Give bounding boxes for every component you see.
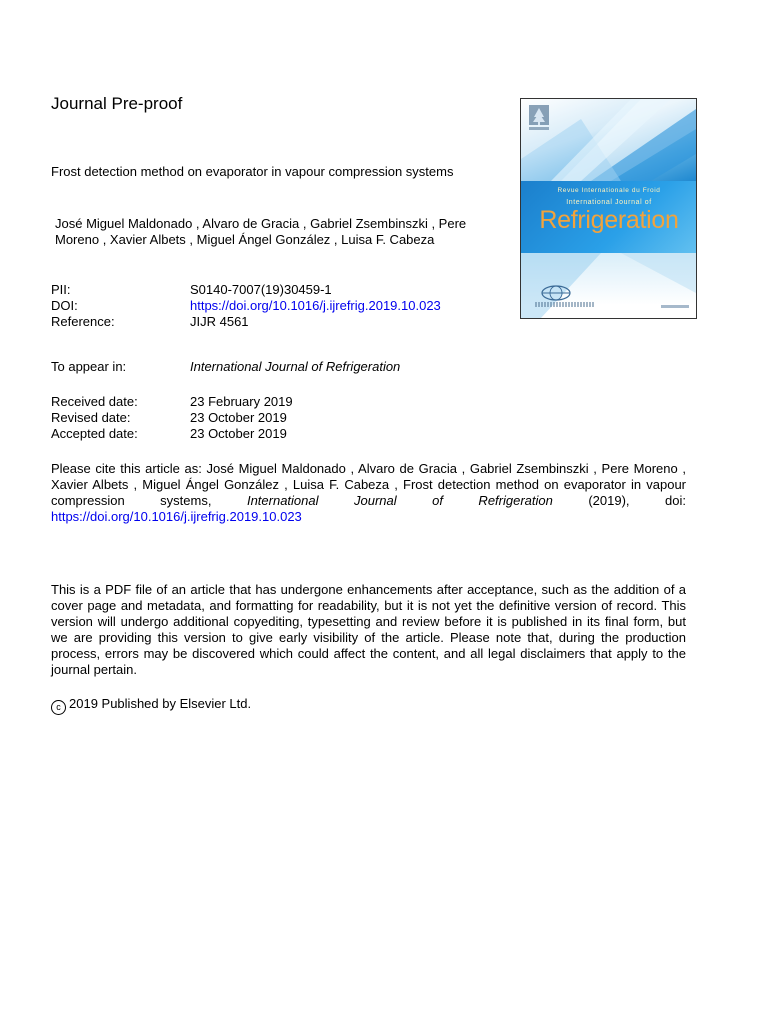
appear-label: To appear in: xyxy=(51,359,127,374)
doi-label: DOI: xyxy=(51,298,78,313)
copyright-text: 2019 Published by Elsevier Ltd. xyxy=(69,696,252,711)
article-title: Frost detection method on evaporator in vapour compression systems xyxy=(51,164,454,179)
received-value: 23 February 2019 xyxy=(190,394,293,409)
revised-label: Revised date: xyxy=(51,410,131,425)
cover-refrigeration-title: Refrigeration xyxy=(539,206,679,234)
received-label: Received date: xyxy=(51,394,138,409)
cover-revue-line: Revue Internationale du Froid xyxy=(557,187,661,194)
doi-link[interactable]: https://doi.org/10.1016/j.ijrefrig.2019.10.023 xyxy=(190,298,441,313)
copyright-icon: c xyxy=(51,700,66,715)
pre-proof-notice: This is a PDF file of an article that has undergone enhancements after acceptance, such as the addition of a cover page and metadata, and formatting for readability, but it is not yet the definitive version of record. This version will undergo additional copyediting, typesetting and review before it is published in its final form, but we are providing this version to give early visibility of the article. Please note that, during the production process, errors may be discovered which could affect the content, and all legal disclaimers that apply to the journal pertain. xyxy=(51,582,686,677)
citation-text: Please cite this article as: José Miguel Maldonado , Alvaro de Gracia , Gabriel Zsembinszki , Pere Moreno , Xavier Albets , Miguel Ángel González , Luisa F. Cabeza , Frost detection method on evaporator in vapour compression systems, xyxy=(51,461,686,508)
article-authors: José Miguel Maldonado , Alvaro de Gracia , Gabriel Zsembinszki , Pere Moreno , Xavier Albets , Miguel Ángel González , Luisa F. Cabeza xyxy=(55,216,467,247)
journal-cover-image xyxy=(520,98,697,319)
reference-value: JIJR 4561 xyxy=(190,314,249,329)
journal-status-heading: Journal Pre-proof xyxy=(51,94,183,113)
appear-value: International Journal of Refrigeration xyxy=(190,359,401,374)
reference-label: Reference: xyxy=(51,314,115,329)
citation-doi-link[interactable]: https://doi.org/10.1016/j.ijrefrig.2019.10.023 xyxy=(51,509,302,524)
cover-society-caption xyxy=(535,302,595,307)
pii-label: PII: xyxy=(51,282,71,297)
cover-ijr-line: International Journal of xyxy=(566,199,652,206)
citation-journal: International Journal of Refrigeration xyxy=(246,493,553,508)
citation-paragraph xyxy=(51,461,686,525)
elsevier-tree-icon xyxy=(529,105,549,131)
accepted-label: Accepted date: xyxy=(51,426,138,441)
pii-value: S0140-7007(19)30459-1 xyxy=(190,282,332,297)
revised-value: 23 October 2019 xyxy=(190,410,287,425)
iir-globe-icon xyxy=(541,285,571,301)
cover-url-mark xyxy=(661,305,689,308)
citation-suffix: (2019), doi: xyxy=(588,493,686,508)
copyright-line xyxy=(51,696,251,715)
accepted-value: 23 October 2019 xyxy=(190,426,287,441)
